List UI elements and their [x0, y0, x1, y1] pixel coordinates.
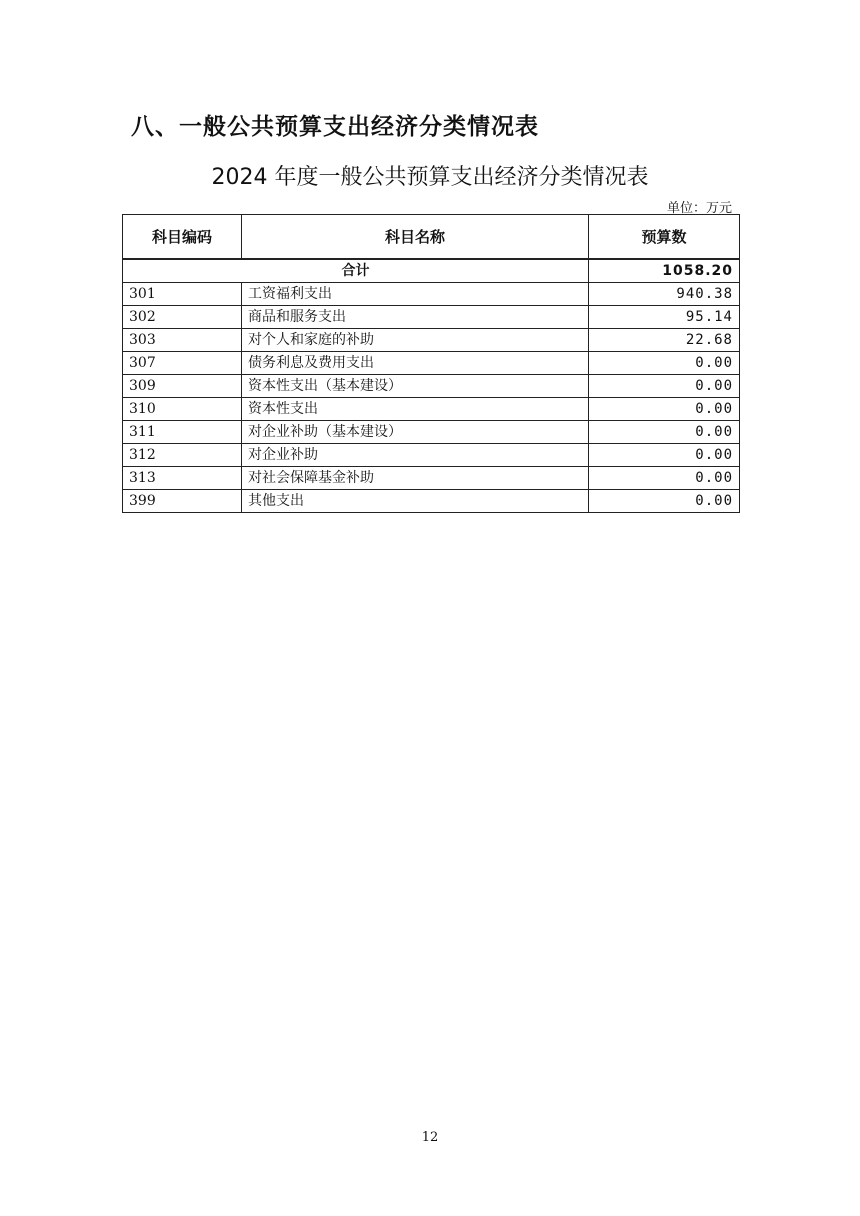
row-code: 312: [123, 444, 242, 467]
row-amount: 0.00: [589, 375, 740, 398]
section-heading: 八、一般公共预算支出经济分类情况表: [131, 114, 539, 140]
row-amount: 22.68: [589, 329, 740, 352]
row-name: 资本性支出: [242, 398, 589, 421]
column-header-name: 科目名称: [242, 215, 589, 260]
table-row: [123, 490, 740, 513]
table-header-row: [123, 215, 740, 260]
row-amount: 940.38: [589, 283, 740, 306]
table-row: [123, 375, 740, 398]
row-amount: 0.00: [589, 490, 740, 513]
table-row: [123, 283, 740, 306]
row-code: 309: [123, 375, 242, 398]
column-header-amount: 预算数: [589, 215, 740, 260]
row-amount: 0.00: [589, 467, 740, 490]
row-name: 其他支出: [242, 490, 589, 513]
row-name: 资本性支出（基本建设）: [242, 375, 589, 398]
row-name: 债务利息及费用支出: [242, 352, 589, 375]
row-name: 工资福利支出: [242, 283, 589, 306]
row-code: 311: [123, 421, 242, 444]
row-amount: 0.00: [589, 398, 740, 421]
row-code: 313: [123, 467, 242, 490]
row-code: 303: [123, 329, 242, 352]
table-row: [123, 444, 740, 467]
table-title-text: 2024 年度一般公共预算支出经济分类情况表: [211, 165, 649, 190]
table-row: [123, 398, 740, 421]
row-name: 对社会保障基金补助: [242, 467, 589, 490]
row-amount: 0.00: [589, 421, 740, 444]
table-row: [123, 352, 740, 375]
row-name: 对企业补助: [242, 444, 589, 467]
table-row: [123, 421, 740, 444]
row-amount: 0.00: [589, 352, 740, 375]
row-code: 310: [123, 398, 242, 421]
total-label: 合计: [123, 259, 589, 283]
row-code: 307: [123, 352, 242, 375]
total-amount: 1058.20: [589, 259, 740, 283]
row-code: 301: [123, 283, 242, 306]
unit-label: 单位：万元: [666, 201, 732, 216]
column-header-code: 科目编码: [123, 215, 242, 260]
table-row: [123, 329, 740, 352]
page-number: 12: [421, 1130, 439, 1145]
row-name: 商品和服务支出: [242, 306, 589, 329]
row-amount: 0.00: [589, 444, 740, 467]
total-row: [123, 259, 740, 283]
row-code: 399: [123, 490, 242, 513]
row-name: 对个人和家庭的补助: [242, 329, 589, 352]
budget-table: [122, 214, 740, 513]
table-title: [0, 160, 860, 191]
table-row: [123, 467, 740, 490]
table-row: [123, 306, 740, 329]
row-code: 302: [123, 306, 242, 329]
row-name: 对企业补助（基本建设）: [242, 421, 589, 444]
row-amount: 95.14: [589, 306, 740, 329]
